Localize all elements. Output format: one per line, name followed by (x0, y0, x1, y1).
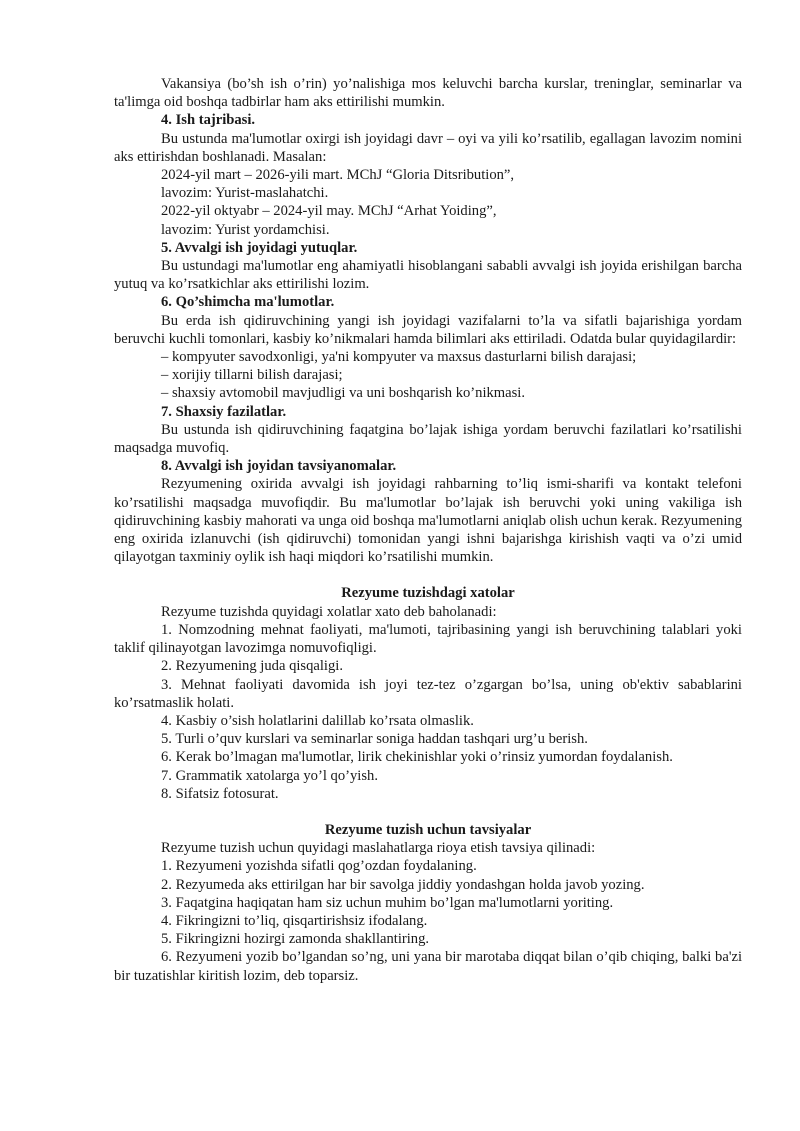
example-line: 2022-yil oktyabr – 2024-yil may. MChJ “Arhat Yoiding”, (161, 203, 497, 220)
list-item: 8. Sifatsiz fotosurat. (161, 785, 279, 802)
intro-paragraph: Vakansiya (bo’sh ish o’rin) yo’nalishiga mos keluvchi barcha kurslar, treninglar, seminarlar va ta'limga oid boshqa tadbirlar ham aks ettirilishi mumkin. (114, 76, 742, 111)
list-item: 4. Kasbiy o’sish holatlarini dalillab ko’rsata olmaslik. (161, 712, 474, 729)
tips-title: Rezyume tuzish uchun tavsiyalar (324, 821, 532, 838)
list-item: – shaxsiy avtomobil mavjudligi va uni boshqarish ko’nikmasi. (161, 385, 526, 402)
additional-info-text: Bu erda ish qidiruvchining yangi ish joyidagi vazifalarni to’la va sifatli bajarishiga yordam beruvchi kuchli tomonlari, kasbiy ko’nikmalari hamda bilimlari aks ettiriladi. Odatda bular quyidagilardir: (114, 312, 742, 347)
example-line: lavozim: Yurist-maslahatchi. (161, 185, 329, 202)
example-line: 2024-yil mart – 2026-yili mart. MChJ “Gloria Ditsribution”, (161, 167, 515, 184)
list-item: 5. Fikringizni hozirgi zamonda shakllantiring. (161, 931, 430, 948)
list-item: – xorijiy tillarni bilish darajasi; (161, 367, 343, 384)
list-item: 4. Fikringizni to’liq, qisqartirishsiz ifodalang. (161, 912, 428, 929)
personal-qualities-text: Bu ustunda ish qidiruvchining faqatgina bo’lajak ishiga yordam beruvchi fazilatlari ko’rsatilishi maqsadga muvofiq. (114, 421, 742, 457)
errors-title: Rezyume tuzishdagi xatolar (341, 585, 515, 602)
list-item: 2. Rezyumeda aks ettirilgan har bir savolga jiddiy yondashgan holda javob yozing. (161, 876, 645, 893)
section-heading-personal-qualities: 7. Shaxsiy fazilatlar. (161, 403, 287, 420)
list-item: 7. Grammatik xatolarga yo’l qo’yish. (161, 767, 378, 784)
example-line: lavozim: Yurist yordamchisi. (161, 221, 330, 238)
section-heading-additional-info: 6. Qo’shimcha ma'lumotlar. (161, 294, 335, 311)
list-item: – kompyuter savodxonligi, ya'ni kompyuter va maxsus dasturlarni bilish darajasi; (161, 349, 637, 366)
list-item: 5. Turli o’quv kurslari va seminarlar soniga haddan tashqari urg’u berish. (161, 731, 588, 748)
achievements-text: Bu ustundagi ma'lumotlar eng ahamiyatli hisoblangani sababli avvalgi ish joyida erishilgan barcha yutuq va ko’rsatkichlar aks ettirilishi lozim. (114, 258, 742, 293)
list-item: 1. Rezyumeni yozishda sifatli qog’ozdan foydalaning. (161, 858, 477, 875)
document-page (114, 75, 742, 985)
section-heading-recommendations: 8. Avvalgi ish joyidan tavsiyanomalar. (161, 458, 397, 475)
list-item: 6. Rezyumeni yozib bo’lgandan so’ng, uni yana bir marotaba diqqat bilan o’qib chiqing, balki ba'zi bir tuzatishlar kiritish lozim, deb toparsiz. (114, 949, 742, 984)
recommendations-text: Rezyumening oxirida avvalgi ish joyidagi rahbarning to’liq ismi-sharifi va kontakt telefoni ko’rsatilishi maqsadga muvofiqdir. Bu ma'lumotlar bo’lajak ish beruvchi yoki uning vakiliga ish qidiruvchining kasbiy mahorati va unga oid boshqa ma'lumotlarni aniqlab olish uchun kerak. Rezyumening eng oxirida izlanuvchi (ish qidiruvchi) tomonidan yangi ishni bajarishga kirishish vaqti va o’zi umid qilayotgan taxminiy oylik ish haqi miqdori ko’rsatilishi mumkin. (114, 476, 742, 566)
section-heading-achievements: 5. Avvalgi ish joyidagi yutuqlar. (161, 239, 358, 256)
list-item: 3. Faqatgina haqiqatan ham siz uchun muhim bo’lgan ma'lumotlarni yoriting. (161, 894, 614, 911)
list-item: 6. Kerak bo’lmagan ma'lumotlar, lirik chekinishlar yoki o’rinsiz yumordan foydalanish. (161, 749, 673, 766)
list-item: 2. Rezyumening juda qisqaligi. (161, 658, 343, 675)
errors-intro: Rezyume tuzishda quyidagi xolatlar xato deb baholanadi: (161, 603, 497, 620)
list-item: 1. Nomzodning mehnat faoliyati, ma'lumoti, tajribasining yangi ish beruvchining talablari yoki taklif qilinayotgan lavozimga nomuvofiqligi. (114, 621, 742, 657)
section-heading-work-experience: 4. Ish tajribasi. (161, 112, 256, 129)
list-item: 3. Mehnat faoliyati davomida ish joyi tez-tez o’zgargan bo’lsa, uning ob'ektiv sabablarini ko’rsatmaslik holati. (114, 676, 742, 711)
work-experience-text: Bu ustunda ma'lumotlar oxirgi ish joyidagi davr – oyi va yili ko’rsatilib, egallagan lavozim nomini aks ettirishdan boshlanadi. Masalan: (114, 130, 742, 165)
tips-intro: Rezyume tuzish uchun quyidagi maslahatlarga rioya etish tavsiya qilinadi: (161, 840, 596, 857)
